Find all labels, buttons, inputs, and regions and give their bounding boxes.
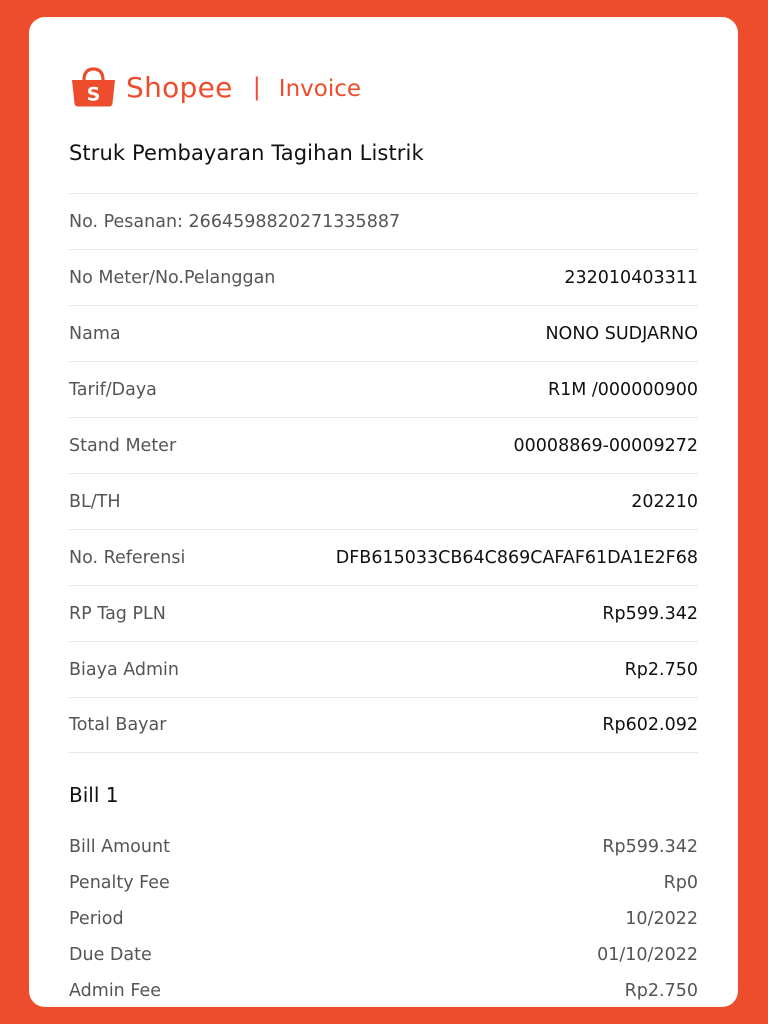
bill-row — [69, 973, 698, 1007]
detail-row-total — [69, 697, 698, 753]
bill-value: 01/10/2022 — [597, 945, 698, 965]
detail-row-reference — [69, 529, 698, 585]
detail-label: Total Bayar — [69, 715, 167, 735]
bill-label: Bill Amount — [69, 837, 170, 857]
order-number — [69, 212, 400, 232]
detail-value: R1M /000000900 — [547, 379, 698, 400]
shopee-bag-icon — [69, 67, 118, 107]
detail-label: Biaya Admin — [69, 659, 180, 680]
detail-value: Rp2.750 — [624, 659, 698, 680]
detail-row-stand-meter — [69, 417, 698, 473]
brand-name: Shopee — [126, 70, 233, 104]
detail-row-admin-fee — [69, 641, 698, 697]
detail-row-tariff — [69, 361, 698, 417]
bill-row — [69, 865, 698, 901]
detail-label: No Meter/No.Pelanggan — [69, 267, 276, 288]
bill-value: Rp0 — [663, 873, 698, 893]
detail-value: 202210 — [631, 491, 698, 512]
logo-letter: S — [86, 83, 101, 106]
invoice-header — [69, 67, 361, 107]
bill-value: Rp2.750 — [624, 981, 698, 1001]
bill-label: Period — [69, 909, 124, 929]
invoice-label: Invoice — [278, 75, 362, 102]
bill-value: Rp599.342 — [602, 837, 698, 857]
detail-label: BL/TH — [69, 491, 121, 512]
bill-row — [69, 829, 698, 865]
order-number-row — [69, 193, 698, 249]
detail-value: NONO SUDJARNO — [545, 323, 698, 344]
bill-label: Due Date — [69, 945, 152, 965]
bill-section-title: Bill 1 — [69, 783, 119, 807]
detail-label: RP Tag PLN — [69, 603, 166, 624]
bill-label: Penalty Fee — [69, 873, 170, 893]
invoice-card — [29, 17, 738, 1007]
detail-label: No. Referensi — [69, 547, 186, 568]
detail-value: Rp599.342 — [602, 603, 698, 624]
detail-row-name — [69, 305, 698, 361]
total-amount: Rp602.092 — [602, 715, 698, 735]
bill-row — [69, 937, 698, 973]
detail-row-meter-number — [69, 249, 698, 305]
bill-value: 10/2022 — [625, 909, 698, 929]
bill-row — [69, 901, 698, 937]
bill-breakdown — [69, 829, 698, 1007]
detail-row-pln-bill — [69, 585, 698, 641]
detail-row-period — [69, 473, 698, 529]
detail-label: Tarif/Daya — [69, 379, 157, 400]
order-number-value: 266459882027133588​7 — [188, 211, 401, 232]
detail-value: DFB615033CB64C869CAFAF61DA1E2F68 — [335, 547, 698, 568]
bill-label: Admin Fee — [69, 981, 161, 1001]
payment-details — [69, 193, 698, 753]
detail-value: 00008869-00009272 — [513, 435, 698, 456]
receipt-title: Struk Pembayaran Tagihan Listrik — [69, 141, 424, 165]
detail-label: Nama — [69, 323, 121, 344]
detail-label: Stand Meter — [69, 435, 177, 456]
order-number-label: No. Pesanan: — [69, 211, 183, 232]
detail-value: 232010403311 — [564, 267, 698, 288]
header-divider: | — [252, 73, 261, 101]
